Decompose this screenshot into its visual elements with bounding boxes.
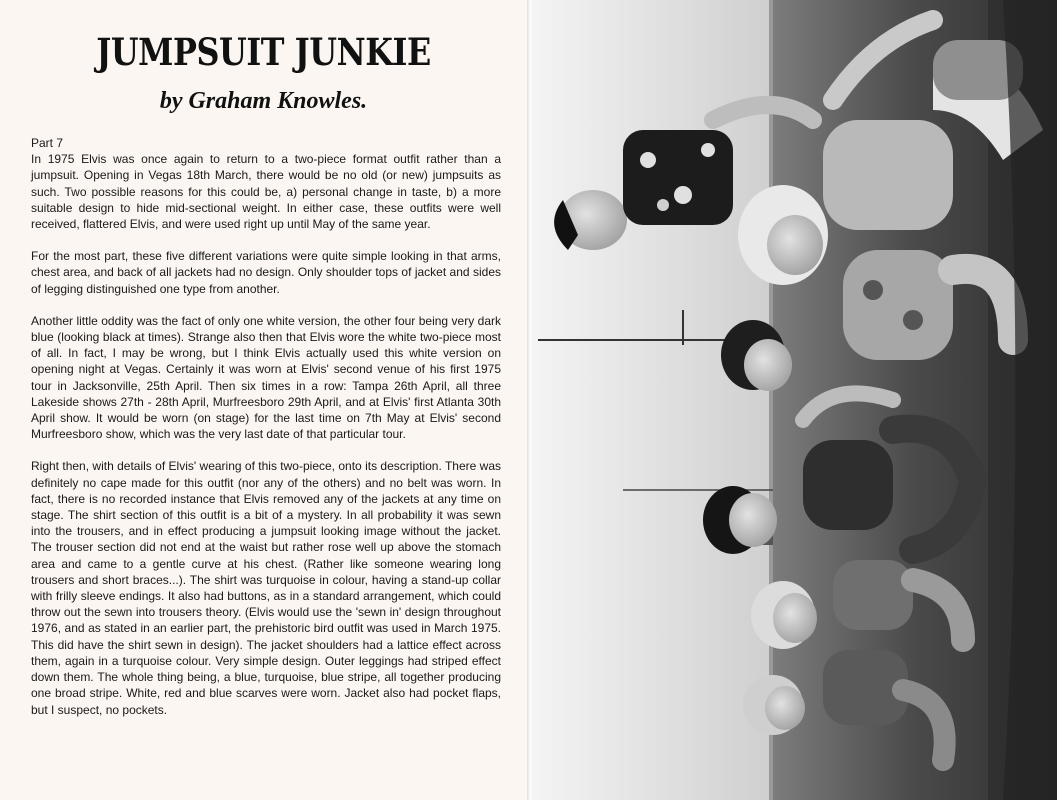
article-paragraph-3: Another little oddity was the fact of only one white version, the other four being very dark blue (looking black at times). Strange also then that Elvis wore the white two-piece most of all. In fact, I may be wrong, but I think Elvis actually used this white version on opening night at Vegas. Certainly it was worn at Elvis' second venue of his first 1975 tour in Jacksonville, 25th April. Then six times in a row: Tampa 26th April, all three Lakeside shows 27th - 28th April, Murfreesboro 29th April, and at Elvis' first Atlanta 30th April show. It would be worn (on stage) for the last time on 7th May at Elvis' second Murfreesboro show, which was the very last date of that particular tour. — [31, 313, 501, 442]
article-page — [0, 0, 527, 800]
article-title: JUMPSUIT JUNKIE — [96, 30, 431, 74]
beach-group-photo — [533, 0, 1057, 800]
photo-sky — [533, 0, 773, 800]
article-paragraph-4: Right then, with details of Elvis' wearing of this two-piece, onto its description. There was definitely no cape made for this outfit (nor any of the others) and no belt was worn. In fact, there is no recorded instance that Elvis removed any of the jackets at any time on stage. The shirt section of this outfit is a bit of a mystery. In all probability it was sewn into the trousers, and in effect producing a jumpsuit looking image without the jacket. The trouser section did not end at the waist but rather rose well up above the stomach area and came to a gentle curve at his chest. (Rather like someone wearing long trousers and short braces...). The shirt was turquoise in colour, having a stand-up collar with frilly sleeve endings. It also had buttons, as in a standard arrangement, which could throw out the sewn into trousers theory. (Elvis would use the 'sewn in' design throughout 1976, and as stated in an earlier part, the prehistoric bird outfit was used in March 1975. This did have the shirt sewn in design). The jacket shoulders had a lattice effect across them, again in a turquoise colour. Very simple design. Outer leggings had striped effect down them. The whole thing being, a blue, turquoise, blue stripe, all together producing one broad stripe. White, red and blue scarves were worn. Jacket also had pocket flaps, but I suspect, no pockets. — [31, 459, 501, 717]
part-label: Part 7 — [31, 136, 64, 150]
article-paragraph-2: For the most part, these five different variations were quite simple looking in that arms, chest area, and back of all jackets had no design. Only shoulder tops of jacket and sides of legging distinguished one type from another. — [31, 249, 501, 296]
article-paragraph-1: In 1975 Elvis was once again to return to a two-piece format outfit rather than a jumpsuit. Opening in Vegas 18th March, there would be no old (or new) jumpsuits as such. Two possible reasons for this could be, a) personal change in taste, b) a more suitable design to hide mid-sectional weight. In either case, these outfits were well received, flattered Elvis, and were used right up until May of the same year. — [31, 152, 501, 232]
photo-page — [533, 0, 1057, 800]
article-byline: by Graham Knowles. — [159, 88, 368, 114]
article-body — [31, 135, 501, 734]
